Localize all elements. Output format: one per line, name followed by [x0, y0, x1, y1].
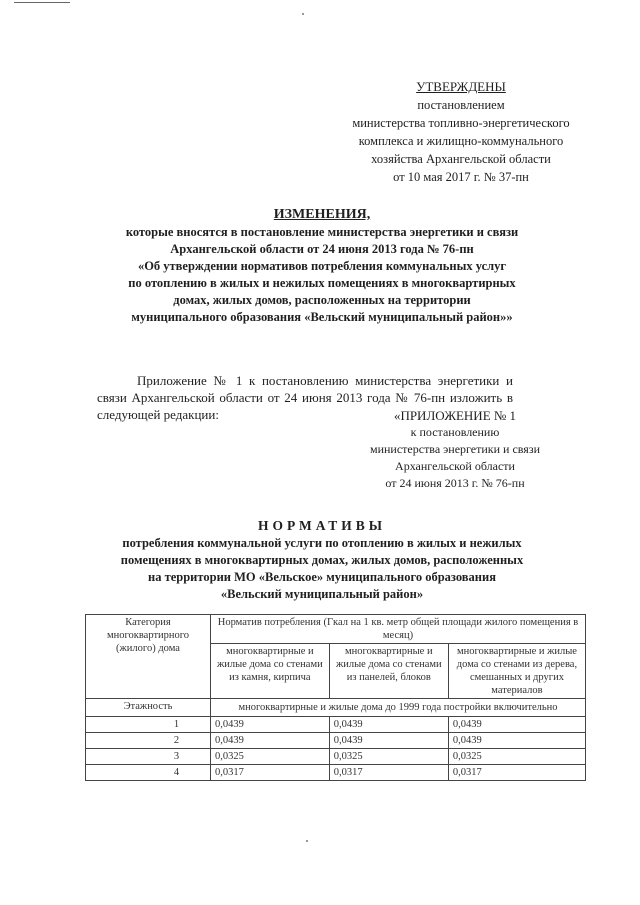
floor-cell: 2	[86, 733, 211, 749]
value-cell: 0,0325	[329, 749, 448, 765]
table-row	[86, 765, 586, 781]
value-cell: 0,0317	[448, 765, 585, 781]
value-cell: 0,0439	[448, 717, 585, 733]
table-header-row	[86, 615, 586, 644]
norms-heading: НОРМАТИВЫ	[257, 518, 387, 533]
norm-header: Норматив потребления (Гкал на 1 кв. метр общей площади жилого помещения в месяц)	[211, 615, 586, 644]
body-paragraph: Приложение № 1 к постановлению министерства энергетики и связи Архангельской области от 24 июня 2013 года № 76-пн изложить в следующей редакции:	[97, 373, 513, 422]
norms-line: потребления коммунальной услуги по отоплению в жилых и нежилых	[122, 536, 522, 550]
norms-line: помещениях в многоквартирных домах, жилых домов, расположенных	[120, 553, 524, 567]
changes-heading: ИЗМЕНЕНИЯ,	[273, 207, 371, 222]
floor-cell: 1	[86, 717, 211, 733]
norms-title-block	[96, 517, 548, 603]
top-rule	[14, 2, 70, 3]
approval-line: постановлением	[417, 98, 505, 112]
value-cell: 0,0317	[211, 765, 330, 781]
value-cell: 0,0439	[211, 717, 330, 733]
changes-line: муниципального образования «Вельский муниципальный район»»	[131, 310, 513, 324]
category-header: Категория многоквартирного (жилого) дома	[86, 615, 211, 699]
scan-speck	[306, 840, 308, 842]
table-row	[86, 717, 586, 733]
approval-date-line: от 10 мая 2017 г. № 37-пн	[393, 170, 529, 184]
table-row	[86, 733, 586, 749]
changes-line: домах, жилых домов, расположенных на территории	[173, 293, 471, 307]
changes-title-block	[96, 206, 548, 326]
changes-line: Архангельской области от 24 июня 2013 года № 76-пн	[170, 242, 474, 256]
changes-line: по отоплению в жилых и нежилых помещениях в многоквартирных	[128, 276, 516, 290]
changes-line: «Об утверждении нормативов потребления коммунальных услуг	[137, 259, 507, 273]
approval-stamp-block	[330, 78, 592, 186]
appendix-block	[355, 407, 555, 492]
floor-cell: 3	[86, 749, 211, 765]
appendix-line: министерства энергетики и связи	[369, 442, 540, 456]
appendix-line: от 24 июня 2013 г. № 76-пн	[385, 476, 525, 490]
period-label: многоквартирные и жилые дома до 1999 года постройки включительно	[211, 699, 586, 717]
table-row	[86, 749, 586, 765]
approval-line: министерства топливно-энергетического	[352, 116, 570, 130]
norms-line: «Вельский муниципальный район»	[220, 587, 424, 601]
value-cell: 0,0439	[448, 733, 585, 749]
value-cell: 0,0325	[448, 749, 585, 765]
table-period-row	[86, 699, 586, 717]
floor-cell: 4	[86, 765, 211, 781]
column-header-panel: многоквартирные и жилые дома со стенами из панелей, блоков	[329, 644, 448, 699]
norms-table	[85, 614, 586, 781]
floors-label: Этажность	[86, 699, 211, 717]
value-cell: 0,0439	[329, 733, 448, 749]
norms-line: на территории МО «Вельское» муниципального образования	[148, 570, 496, 584]
column-header-wood: многоквартирные и жилые дома со стенами из дерева, смешанных и других материалов	[448, 644, 585, 699]
column-header-stone: многоквартирные и жилые дома со стенами из камня, кирпича	[211, 644, 330, 699]
changes-line: которые вносятся в постановление министерства энергетики и связи	[125, 225, 519, 239]
appendix-line: к постановлению	[410, 425, 500, 439]
approval-line: хозяйства Архангельской области	[371, 152, 551, 166]
scan-speck	[302, 13, 304, 15]
appendix-title: «ПРИЛОЖЕНИЕ № 1	[393, 408, 517, 423]
value-cell: 0,0325	[211, 749, 330, 765]
value-cell: 0,0439	[211, 733, 330, 749]
approval-line: комплекса и жилищно-коммунального	[358, 134, 564, 148]
approval-title: УТВЕРЖДЕНЫ	[416, 79, 506, 94]
appendix-line: Архангельской области	[395, 459, 515, 473]
value-cell: 0,0317	[329, 765, 448, 781]
value-cell: 0,0439	[329, 717, 448, 733]
